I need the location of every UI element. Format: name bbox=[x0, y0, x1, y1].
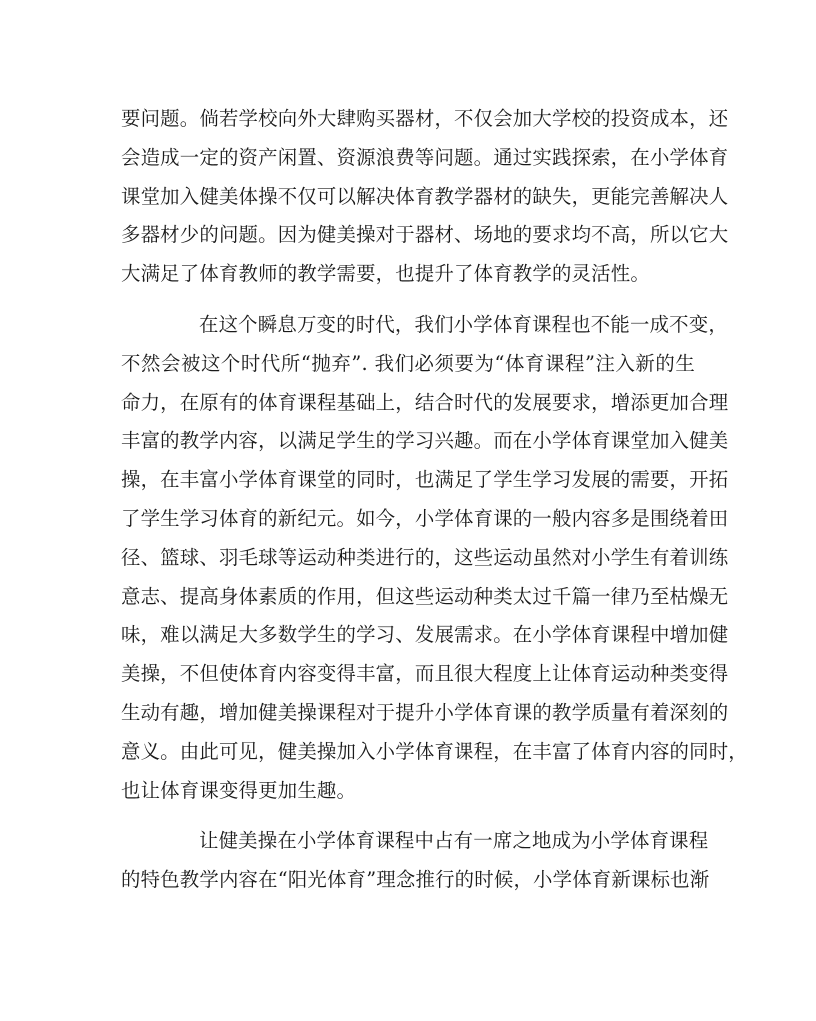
text-line: 意义。由此可见，健美操加入小学体育课程，在丰富了体育内容的同时， bbox=[121, 739, 748, 763]
text-line: 的特色教学内容在“阳光体育”理念推行的时候，小学体育新课标也渐 bbox=[121, 868, 710, 892]
paragraph bbox=[121, 306, 748, 810]
text-line: 美操，不但使体育内容变得丰富，而且很大程度上让体育运动种类变得 bbox=[121, 662, 729, 686]
text-line: 让健美操在小学体育课程中占有一席之地成为小学体育课程 bbox=[199, 829, 709, 853]
text-line: 味，难以满足大多数学生的学习、发展需求。在小学体育课程中增加健 bbox=[121, 623, 729, 647]
paragraph-gap bbox=[121, 810, 701, 822]
paragraph bbox=[121, 100, 729, 294]
text-line: 在这个瞬息万变的时代，我们小学体育课程也不能一成不变， bbox=[199, 312, 728, 336]
text-line: 大满足了体育教师的教学需要，也提升了体育教学的灵活性。 bbox=[121, 262, 650, 286]
text-line: 了学生学习体育的新纪元。如今，小学体育课的一般内容多是围绕着田 bbox=[121, 506, 729, 530]
text-line: 课堂加入健美体操不仅可以解决体育教学器材的缺失，更能完善解决人 bbox=[121, 184, 729, 208]
text-line: 要问题。倘若学校向外大肆购买器材，不仅会加大学校的投资成本，还 bbox=[121, 107, 729, 130]
text-line: 多器材少的问题。因为健美操对于器材、场地的要求均不高，所以它大 bbox=[121, 223, 729, 247]
text-line: 操，在丰富小学体育课堂的同时，也满足了学生学习发展的需要，开拓 bbox=[121, 468, 729, 492]
text-line: 丰富的教学内容，以满足学生的学习兴趣。而在小学体育课堂加入健美 bbox=[121, 429, 729, 453]
paragraph bbox=[121, 822, 710, 900]
text-line: 生动有趣，增加健美操课程对于提升小学体育课的教学质量有着深刻的 bbox=[121, 700, 729, 724]
text-line: 也让体育课变得更加生趣。 bbox=[121, 778, 357, 802]
text-line: 不然会被这个时代所“抛弃”. 我们必须要为“体育课程”注入新的生 bbox=[121, 351, 695, 375]
paragraph-gap bbox=[121, 294, 701, 306]
text-line: 径、篮球、羽毛球等运动种类进行的，这些运动虽然对小学生有着训练 bbox=[121, 545, 729, 569]
text-line: 会造成一定的资产闲置、资源浪费等问题。通过实践探索，在小学体育 bbox=[121, 145, 729, 169]
text-line: 命力，在原有的体育课程基础上，结合时代的发展要求，增添更加合理 bbox=[121, 390, 729, 414]
document-body bbox=[121, 100, 748, 900]
text-line: 意志、提高身体素质的作用，但这些运动种类太过千篇一律乃至枯燥无 bbox=[121, 584, 729, 608]
